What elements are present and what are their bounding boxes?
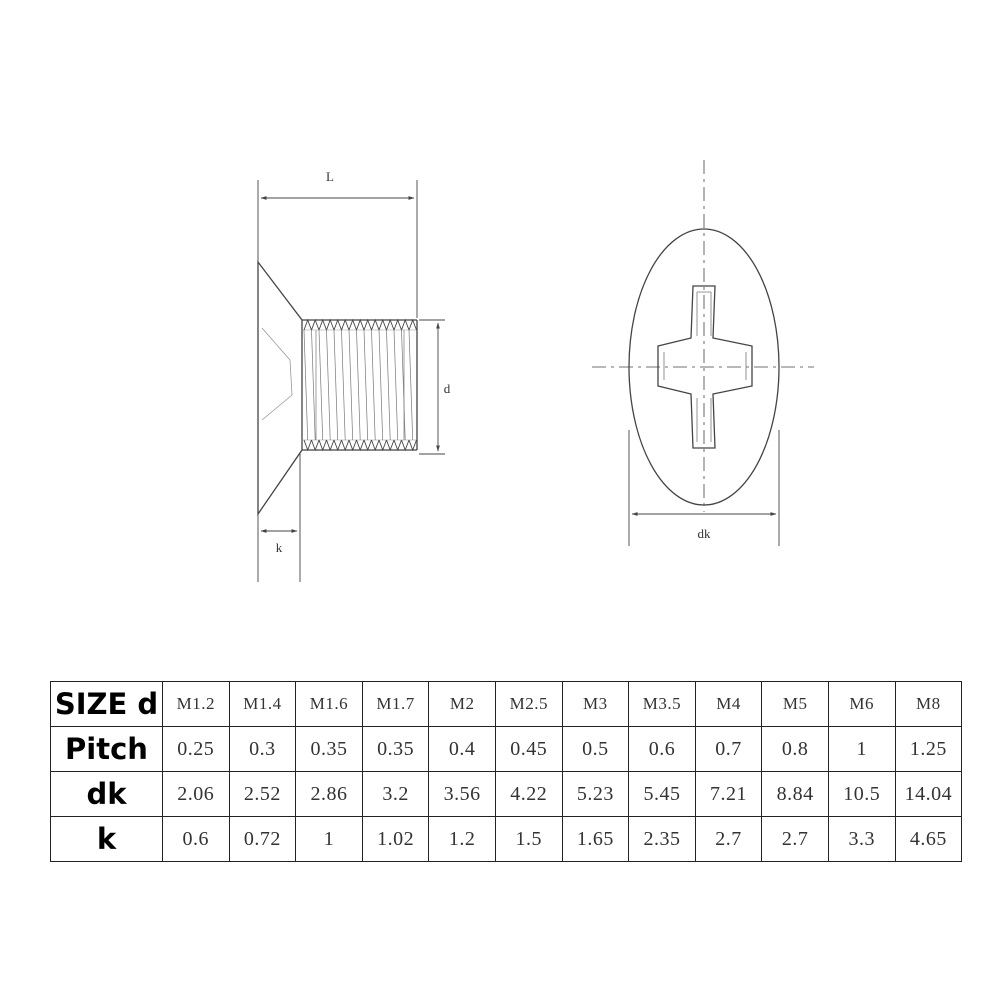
thread-line [387, 330, 391, 440]
head-height-label: k [275, 540, 283, 555]
table-cell: 1.02 [362, 817, 429, 862]
table-cell: M6 [828, 682, 895, 727]
thread-crest-top [409, 320, 417, 330]
thread-crest-top [319, 320, 327, 330]
head-diameter-label: dk [697, 526, 711, 541]
table-cell: 2.7 [695, 817, 762, 862]
thread-crest-top [394, 320, 402, 330]
k-row [51, 817, 962, 862]
table-cell: 4.65 [895, 817, 962, 862]
table-cell: 1.65 [562, 817, 629, 862]
table-cell: M3 [562, 682, 629, 727]
table-cell: 0.8 [762, 727, 829, 772]
thread-line [402, 330, 406, 440]
table-cell: 0.5 [562, 727, 629, 772]
thread-crest-bottom [379, 440, 387, 450]
thread-crest-top [357, 320, 365, 330]
table-cell: M1.4 [229, 682, 296, 727]
table-cell: M1.2 [163, 682, 230, 727]
thread-line [379, 330, 383, 440]
table-cell: 10.5 [828, 772, 895, 817]
thread-crest-bottom [342, 440, 350, 450]
table-cell: 1 [828, 727, 895, 772]
thread-line [364, 330, 368, 440]
side-view [258, 180, 445, 582]
table-cell: 3.3 [828, 817, 895, 862]
thread-line [312, 330, 316, 440]
thread-crest-top [304, 320, 312, 330]
table-cell: 2.7 [762, 817, 829, 862]
thread-crest-top [312, 320, 320, 330]
thread-crest-bottom [409, 440, 417, 450]
thread-line [357, 330, 361, 440]
table-cell: M5 [762, 682, 829, 727]
thread-lines [304, 320, 417, 450]
table-cell: 8.84 [762, 772, 829, 817]
thread-crest-bottom [304, 440, 312, 450]
row-header: Pitch [51, 727, 163, 772]
thread-crest-bottom [372, 440, 380, 450]
table-cell: 5.23 [562, 772, 629, 817]
table-cell: 0.4 [429, 727, 496, 772]
thread-line [342, 330, 346, 440]
table-cell: M2 [429, 682, 496, 727]
head-recess-hidden [262, 328, 292, 420]
table-cell: 2.52 [229, 772, 296, 817]
table-cell: 0.35 [296, 727, 363, 772]
table-cell: 3.56 [429, 772, 496, 817]
thread-crest-bottom [364, 440, 372, 450]
table-cell: M1.6 [296, 682, 363, 727]
thread-crest-top [349, 320, 357, 330]
thread-line [304, 330, 308, 440]
table-cell: 3.2 [362, 772, 429, 817]
thread-crest-top [364, 320, 372, 330]
dk-row [51, 772, 962, 817]
thread-crest-bottom [334, 440, 342, 450]
table-cell: M8 [895, 682, 962, 727]
pitch-row [51, 727, 962, 772]
thread-crest-bottom [357, 440, 365, 450]
thread-crest-bottom [349, 440, 357, 450]
table-cell: M1.7 [362, 682, 429, 727]
screw-spec-table [50, 681, 962, 862]
length-label: L [326, 169, 334, 184]
thread-line [349, 330, 353, 440]
table-cell: 4.22 [495, 772, 562, 817]
thread-crest-top [327, 320, 335, 330]
thread-crest-top [387, 320, 395, 330]
row-header: SIZE d [51, 682, 163, 727]
thread-crest-top [372, 320, 380, 330]
table-cell: 1.5 [495, 817, 562, 862]
diameter-label: d [443, 381, 451, 396]
thread-crest-top [402, 320, 410, 330]
table-cell: 0.7 [695, 727, 762, 772]
thread-crest-bottom [402, 440, 410, 450]
table-cell: 0.6 [629, 727, 696, 772]
top-view [592, 160, 814, 546]
size-row [51, 682, 962, 727]
thread-crest-bottom [319, 440, 327, 450]
table-cell: 0.35 [362, 727, 429, 772]
table-cell: 0.45 [495, 727, 562, 772]
thread-line [327, 330, 331, 440]
thread-crest-top [334, 320, 342, 330]
table-cell: 2.86 [296, 772, 363, 817]
table-cell: M2.5 [495, 682, 562, 727]
countersunk-head [258, 262, 302, 514]
table-cell: 0.25 [163, 727, 230, 772]
thread-line [319, 330, 323, 440]
thread-crest-top [342, 320, 350, 330]
thread-line [409, 330, 413, 440]
table-cell: 1.25 [895, 727, 962, 772]
table-cell: 14.04 [895, 772, 962, 817]
table-cell: M4 [695, 682, 762, 727]
thread-line [334, 330, 338, 440]
table-cell: 2.35 [629, 817, 696, 862]
row-header: dk [51, 772, 163, 817]
table-cell: 7.21 [695, 772, 762, 817]
table-cell: M3.5 [629, 682, 696, 727]
table-cell: 0.6 [163, 817, 230, 862]
table-cell: 0.72 [229, 817, 296, 862]
table-cell: 1.2 [429, 817, 496, 862]
table-cell: 0.3 [229, 727, 296, 772]
thread-crest-bottom [394, 440, 402, 450]
thread-crest-bottom [327, 440, 335, 450]
thread-crest-bottom [312, 440, 320, 450]
table-cell: 1 [296, 817, 363, 862]
thread-crest-bottom [387, 440, 395, 450]
row-header: k [51, 817, 163, 862]
thread-crest-top [379, 320, 387, 330]
thread-line [394, 330, 398, 440]
table-cell: 5.45 [629, 772, 696, 817]
thread-line [372, 330, 376, 440]
table-cell: 2.06 [163, 772, 230, 817]
